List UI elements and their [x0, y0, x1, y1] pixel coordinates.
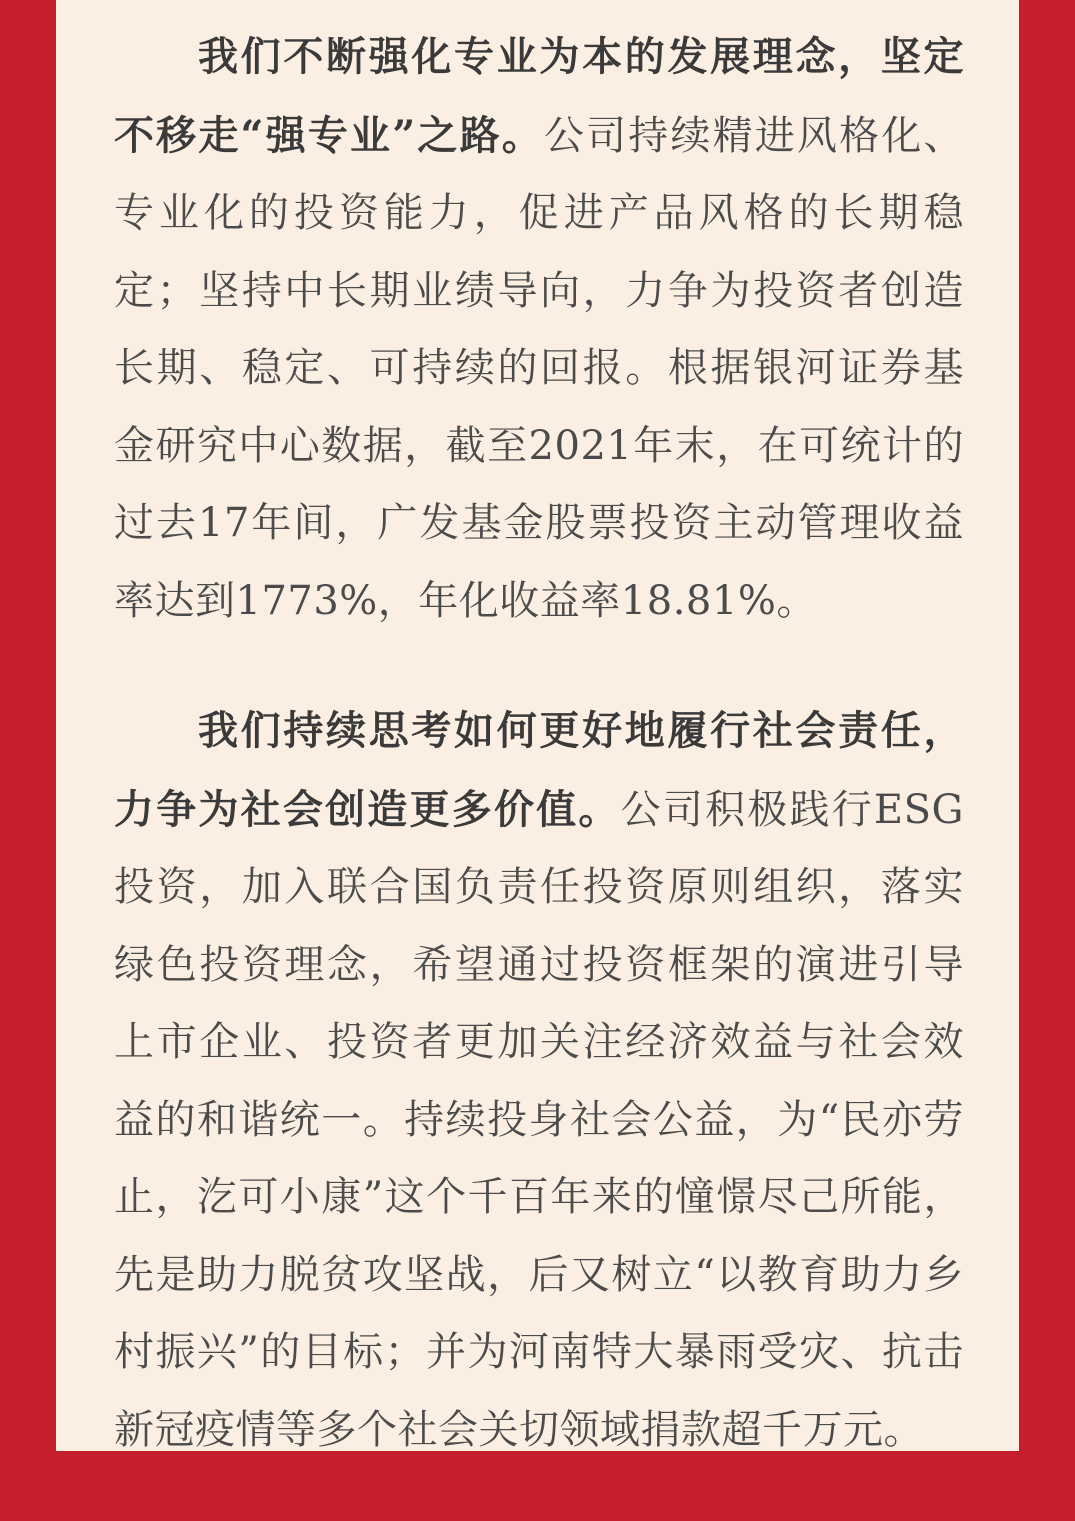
paragraph-lead-bold: 我们持续思考如何更好地履行社会责任，力争为社会创造更多价值。	[114, 707, 964, 833]
paragraph-social-responsibility	[114, 692, 964, 1469]
article-body	[114, 18, 964, 1521]
paragraph-professionalism	[114, 18, 964, 640]
paragraph-body-text: 公司积极践行ESG投资，加入联合国负责任投资原则组织，落实绿色投资理念，希望通过投资框架的演进引导上市企业、投资者更加关注经济效益与社会效益的和谐统一。持续投身社会公益，为“民亦劳止，汔可小康”这个千百年来的憧憬尽己所能，先是助力脱贫攻坚战，后又树立“以教育助力乡村振兴”的目标；并为河南特大暴雨受灾、抗击新冠疫情等多个社会关切领域捐款超千万元。	[114, 786, 964, 1453]
paragraph-body-text: 公司持续精进风格化、专业化的投资能力，促进产品风格的长期稳定；坚持中长期业绩导向，力争为投资者创造长期、稳定、可持续的回报。根据银河证券基金研究中心数据，截至2021年末，在可统计的过去17年间，广发基金股票投资主动管理收益率达到1773%，年化收益率18.81%。	[114, 112, 965, 624]
document-page	[56, 0, 1019, 1451]
paragraph-lead-bold: 我们不断强化专业为本的发展理念，坚定不移走“强专业”之路。	[114, 33, 964, 159]
